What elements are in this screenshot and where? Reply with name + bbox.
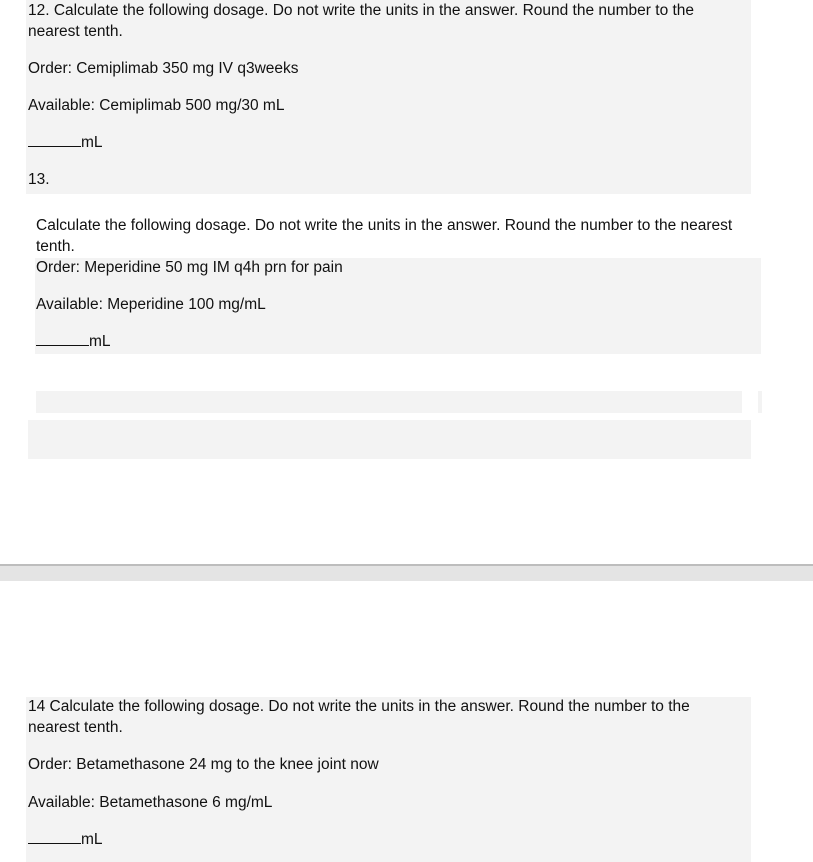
q12-answer-unit: mL bbox=[81, 134, 103, 151]
q14-available: Available: Betamethasone 6 mg/mL bbox=[28, 794, 273, 811]
page-divider bbox=[0, 564, 813, 581]
q13-prompt-line-2: tenth. bbox=[36, 238, 75, 255]
q13-order: Order: Meperidine 50 mg IM q4h prn for pain bbox=[36, 259, 343, 276]
q13-answer-blank[interactable] bbox=[36, 332, 89, 346]
q14-answer bbox=[28, 830, 103, 850]
empty-answer-bar-edge bbox=[758, 391, 762, 413]
empty-feedback-bar bbox=[28, 420, 751, 459]
empty-answer-bar bbox=[36, 391, 742, 413]
q13-answer-unit: mL bbox=[89, 333, 111, 350]
q13-answer bbox=[36, 332, 111, 352]
q13-number-label: 13. bbox=[28, 171, 50, 188]
q14-prompt-line-1: 14 Calculate the following dosage. Do not write the units in the answer. Round the number to the bbox=[28, 698, 690, 715]
q14-answer-unit: mL bbox=[81, 831, 103, 848]
q12-answer-blank[interactable] bbox=[28, 133, 81, 147]
q12-prompt-line-1: 12. Calculate the following dosage. Do not write the units in the answer. Round the number to the bbox=[28, 2, 695, 19]
q14-prompt-line-2: nearest tenth. bbox=[28, 719, 123, 736]
question-14-block bbox=[26, 697, 751, 862]
q14-order: Order: Betamethasone 24 mg to the knee joint now bbox=[28, 756, 379, 773]
q14-answer-blank[interactable] bbox=[28, 830, 81, 844]
q12-answer bbox=[28, 133, 103, 153]
q12-order: Order: Cemiplimab 350 mg IV q3weeks bbox=[28, 60, 299, 77]
q13-available: Available: Meperidine 100 mg/mL bbox=[36, 296, 266, 313]
q13-prompt-line-1: Calculate the following dosage. Do not write the units in the answer. Round the number to the nearest bbox=[36, 217, 733, 234]
q12-prompt-line-2: nearest tenth. bbox=[28, 23, 123, 40]
q12-available: Available: Cemiplimab 500 mg/30 mL bbox=[28, 97, 285, 114]
